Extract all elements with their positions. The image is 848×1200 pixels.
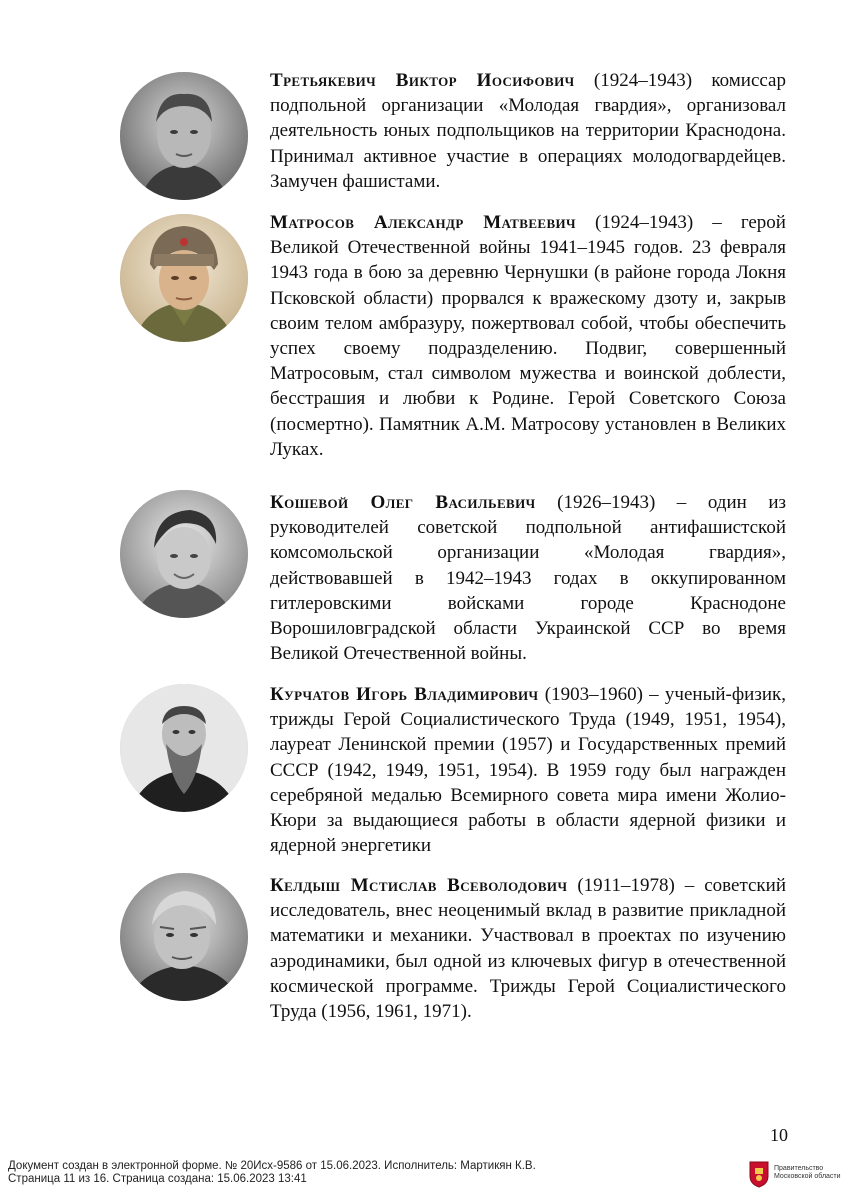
person-bio: (1903–1960) – ученый-физик, трижды Герой Социалистического Труда (1949, 1951, 1954), лауреат Ленинской премии (1957) и Государственных премий СССР (1942, 1949, 1951, 1954). В 1959 году был награжден серебряной медалью Всемирного совета мира имени Жолио-Кюри за выдающиеся работы в области ядерной физики и ядерной энергетики xyxy=(270,684,786,857)
logo-text xyxy=(774,1165,844,1181)
portrait-photo xyxy=(120,684,248,812)
person-name: Матросов Александр Матвеевич xyxy=(270,212,576,233)
portrait-photo xyxy=(120,72,248,200)
footer-line-1: Документ создан в электронной форме. № 20Исх-9586 от 15.06.2023. Исполнитель: Мартикян К.В. xyxy=(8,1160,536,1172)
person-bio: (1924–1943) – герой Великой Отечественной войны 1941–1945 годов. 23 февраля 1943 года в бою за деревню Чернушки (в районе города Локня Псковской области) прорвался к вражескому дзоту и, закрыв своим телом амбразуру, пожертвовал собой, чтобы обеспечить успех своему подразделению. Подвиг, совершенный Матросовым, стал символом мужества и воинской доблести, бесстрашия и любви к Родине. Герой Советского Союза (посмертно). Памятник А.М. Матросову установлен в Великих Луках. xyxy=(270,212,786,460)
portrait-photo xyxy=(120,873,248,1001)
person-description xyxy=(270,490,786,666)
logo-line-1: Правительство xyxy=(774,1165,824,1172)
portrait-photo xyxy=(120,490,248,618)
person-name: Третьякевич Виктор Иосифович xyxy=(270,70,575,91)
portrait-photo xyxy=(120,214,248,342)
person-description xyxy=(270,210,786,462)
person-bio: (1911–1978) – советский исследователь, внес неоценимый вклад в развитие прикладной математики и механики. Участвовал в проектах по изучению аэродинамики, был одной из ключевых фигур в отечественной космической программе. Трижды Герой Социалистического Труда (1956, 1961, 1971). xyxy=(270,875,786,1023)
person-name: Келдыш Мстислав Всеволодович xyxy=(270,875,568,896)
person-bio: (1926–1943) – один из руководителей советской подпольной антифашистской комсомольской организации «Молодая гвардия», действовавшей в 1942–1943 годах в оккупированном гитлеровскими войсками городе Краснодоне Ворошиловградской области Украинской ССР во время Великой Отечественной войны. xyxy=(270,492,786,665)
portrait-image xyxy=(120,873,248,1001)
portrait-image xyxy=(120,214,248,342)
person-bio: (1924–1943) комиссар подпольной организации «Молодая гвардия», организовал деятельность юных подпольщиков на территории Краснодона. Принимал активное участие в операциях молодогвардейцев. Замучен фашистами. xyxy=(270,70,786,192)
person-name: Кошевой Олег Васильевич xyxy=(270,492,536,513)
portrait-image xyxy=(120,72,248,200)
person-description xyxy=(270,873,786,1024)
coat-of-arms-icon xyxy=(748,1160,770,1188)
page-number: 10 xyxy=(770,1125,788,1145)
government-logo xyxy=(748,1158,841,1192)
portrait-image xyxy=(120,490,248,618)
document-footer xyxy=(8,1160,536,1186)
footer-line-2: Страница 11 из 16. Страница создана: 15.06.2023 13:41 xyxy=(8,1173,307,1185)
person-name: Курчатов Игорь Владимирович xyxy=(270,684,539,705)
person-description xyxy=(270,68,786,194)
logo-line-2: Московской области xyxy=(774,1173,841,1180)
person-description xyxy=(270,682,786,858)
portrait-image xyxy=(120,684,248,812)
